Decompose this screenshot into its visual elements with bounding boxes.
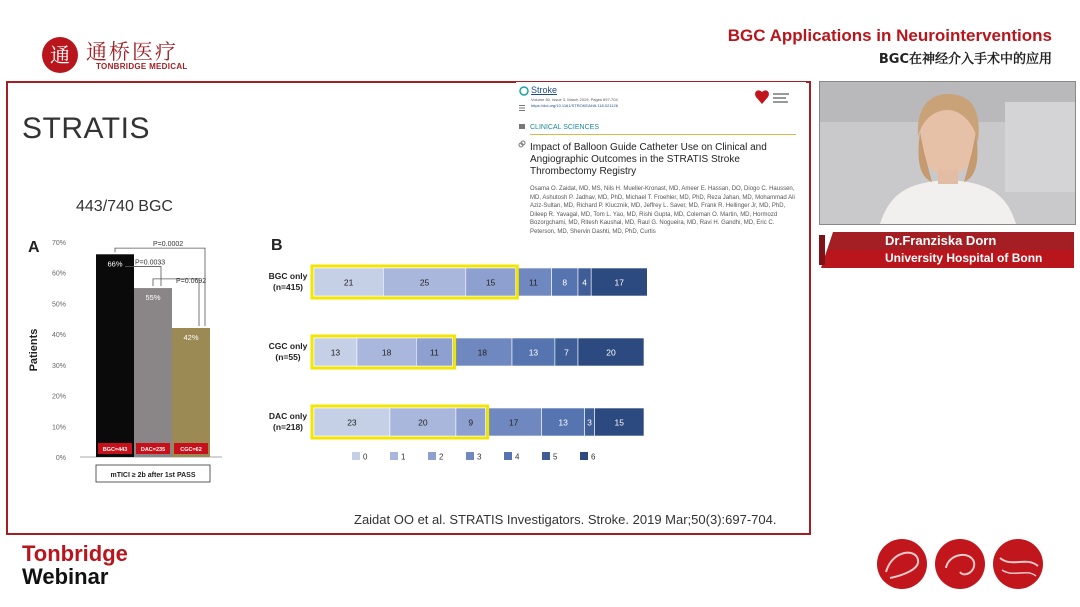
chart-a [28,239,222,482]
chart-b [269,237,648,462]
chart-b-legend-label: 0 [363,452,368,462]
chart-b-category: BGC only [268,271,308,281]
webinar-brand-line1: Tonbridge [22,541,128,566]
chart-b-category: CGC only [268,341,308,351]
catheter-badge-2-icon [934,538,986,590]
chart-b-legend-label: 5 [553,452,558,462]
chart-b-legend-label: 6 [591,452,596,462]
chart-a-ytick: 40% [51,332,66,340]
chart-a-pvalue: P=0.0002 [153,241,184,249]
chart-a-category: CGC=62 [180,447,202,453]
chart-b-legend-label: 1 [401,452,406,462]
slide-title: STRATIS [22,112,150,145]
section-rule [530,134,796,135]
chart-b-segment-value: 23 [347,417,357,428]
chart-b-segment-value: 13 [330,347,341,358]
folder-icon[interactable] [518,122,526,130]
chart-b-legend-label: 2 [439,452,444,462]
chart-b-segment-value: 11 [430,347,439,358]
chart-b-segment-value: 17 [508,417,519,428]
chart-b-legend-swatch [542,452,550,460]
journal-name[interactable]: Stroke [531,85,558,95]
chart-a-ylabel: Patients [28,328,40,372]
paper-authors: Osama O. Zaidat, MD, MS, Nils H. Mueller-Kronast, MD, Ameer E. Hassan, DO, Diogo C. Haussen, MD, Ashutosh P. Jadhav, MD, PhD, Michael T. Froehler, MD, PhD, Reza Jahan, MD, Mohammad Ali Aziz-Sultan, MD, Richard P. Klucznik, MD, Jeffrey L. Saver, MD, Frank R. Hellinger Jr, MD, PhD, Dileep R. Yavagal, MD, Tom L. Yao, MD, Rishi Gupta, MD, Coleman O. Martin, MD, Hormozd Bozorgchami, MD, Ritesh Kaushal, MD, Raul G. Nogueira, MD, Ravi H. Gandhi, MD, Eric C. Peterson, MD, Shervin Dashti, MD, PhD, Curtis [530,186,795,235]
chart-a-category: BGC=443 [102,447,128,453]
tonbridge-logo-icon [40,35,80,75]
chart-b-segment-value: 15 [614,417,624,428]
chart-b-segment-value: 4 [582,277,587,288]
charts-area [0,230,800,530]
chart-a-ytick: 0% [55,455,66,462]
journal-volume: Volume 50, Issue 3, March 2019; Pages 697-704 [531,97,618,102]
chart-b-segment-value: 18 [381,347,392,358]
chart-b-segment-value: 20 [606,347,616,358]
logo-mark: 通 [50,43,70,67]
link-icon[interactable] [518,140,526,148]
bgc-count: 443/740 BGC [76,198,173,215]
chart-b-segment-value: 7 [564,347,569,358]
chart-b-segment-value: 11 [529,277,538,288]
chart-b-segment-value: 13 [528,347,539,358]
chart-a-xlabel: mTICI ≥ 2b after 1st PASS [110,472,196,479]
chart-a-bar-value: 55% [145,293,161,303]
chart-b-segment-value: 15 [485,277,496,288]
list-icon[interactable] [518,104,526,112]
chart-b-legend-swatch [428,452,436,460]
chart-b-legend-swatch [580,452,588,460]
chart-a-pvalue: P=0.0692 [176,278,207,285]
stroke-journal-icon [519,86,529,96]
chart-b-legend-swatch [390,452,398,460]
chart-b-legend-swatch [466,452,474,460]
paper-title: Impact of Balloon Guide Catheter Use on Clinical and Angiographic Outcomes in the STRATIS Stroke Thrombectomy Registry [530,142,767,177]
chart-b-segment-value: 13 [558,417,568,428]
tonbridge-logo [40,35,190,75]
chart-a-pvalue: P=0.0033 [135,259,166,267]
chart-b-category-n: (n=415) [273,282,303,292]
chart-b-category: DAC only [268,411,308,421]
chart-a-bar [134,288,172,457]
chart-a-bar [172,328,210,457]
chart-b-legend-swatch [352,452,360,460]
chart-b-panel-label: B [271,237,283,254]
chart-b-segment-value: 9 [468,417,474,428]
chart-a-bar-value: 42% [183,333,199,342]
paper-card [516,82,806,242]
chart-b-category-n: (n=218) [273,422,303,432]
logo-cn: 通桥医疗 [86,40,178,64]
product-badges [876,538,1046,590]
chart-a-category: DAC=235 [140,447,166,453]
chart-a-bar [96,254,134,457]
header-title: BGC Applications in Neurointerventions [727,26,1052,45]
chart-b-segment-value: 25 [419,277,430,288]
chart-a-panel-label: A [28,239,40,256]
speaker-name: Dr.Franziska Dorn [885,233,997,248]
chart-a-ytick: 10% [51,424,66,432]
catheter-badge-1-icon [876,538,928,590]
chart-a-ytick: 60% [51,270,66,278]
webinar-brand [22,542,128,588]
chart-b-segment-value: 17 [614,277,624,288]
chart-b-legend-label: 4 [515,452,520,462]
section-label: CLINICAL SCIENCES [530,124,599,131]
logo-en: TONBRIDGE MEDICAL [96,62,188,71]
chart-b-category-n: (n=55) [275,352,301,362]
chart-a-bar-value: 66% [107,259,123,269]
header-subtitle: BGC在神经介入手术中的应用 [878,52,1052,67]
chart-a-ytick: 70% [51,240,66,247]
chart-b-segment-value: 3 [587,417,592,428]
chart-b-segment-value: 18 [477,347,488,358]
chart-b-legend-swatch [504,452,512,460]
speaker-affiliation: University Hospital of Bonn [885,251,1043,265]
chart-b-segment-value: 8 [562,277,568,288]
citation: Zaidat OO et al. STRATIS Investigators. Stroke. 2019 Mar;50(3):697-704. [354,512,777,527]
chart-b-segment-value: 20 [418,417,428,428]
aha-logo-icon [752,86,792,112]
journal-doi[interactable]: https://doi.org/10.1161/STROKEAHA.118.021126 [531,103,618,108]
catheter-badge-3-icon [992,538,1044,590]
chart-b-legend-label: 3 [477,452,482,462]
speaker-video [819,81,1076,225]
chart-b-segment-value: 21 [343,277,354,288]
speaker-nameplate [819,232,1074,268]
chart-a-ytick: 50% [51,301,66,309]
speaker-video-image [820,82,1075,224]
chart-a-ytick: 20% [51,393,66,401]
webinar-brand-line2: Webinar [22,564,109,589]
chart-a-ytick: 30% [51,362,66,370]
side-tools [518,104,526,154]
